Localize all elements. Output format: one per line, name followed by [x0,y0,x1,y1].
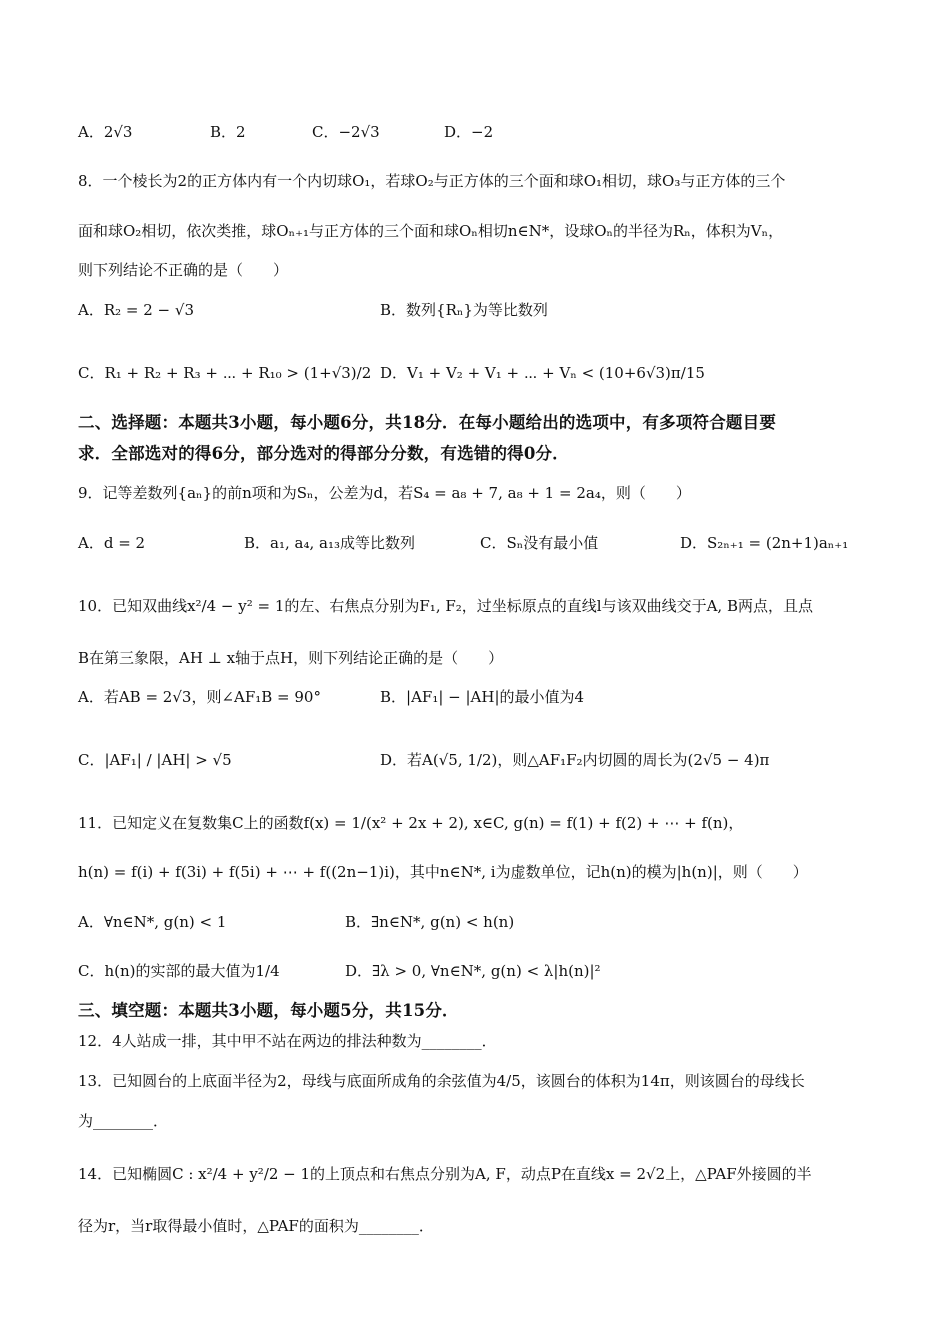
q9-stem: 9．记等差数列{aₙ}的前n项和为Sₙ，公差为d，若S₄ = a₈ + 7, a₈ + 1 = 2a₄，则（ ） [78,484,691,502]
q10-stem-line1: 10．已知双曲线x²/4 − y² = 1的左、右焦点分别为F₁, F₂，过坐标原点的直线l与该双曲线交于A, B两点，且点 [78,597,813,615]
q8-stem-line3: 则下列结论不正确的是（ ） [78,261,289,279]
q12-stem: 12．4人站成一排，其中甲不站在两边的排法种数为________． [78,1032,497,1050]
q11-option-c: C．h(n)的实部的最大值为1/4 [78,962,280,980]
q14-stem-line1: 14．已知椭圆C : x²/4 + y²/2 − 1的上顶点和右焦点分别为A, F，动点P在直线x = 2√2上，△PAF外接圆的半 [78,1165,812,1183]
q7-option-b: B．2 [210,123,246,141]
q8-stem-line2: 面和球O₂相切，依次类推，球Oₙ₊₁与正方体的三个面和球Oₙ相切n∈N*，设球Oₙ的半径为Rₙ，体积为Vₙ， [78,222,784,240]
q11-option-a: A．∀n∈N*, g(n) < 1 [78,913,227,931]
q10-stem-line2: B在第三象限，AH ⊥ x轴于点H，则下列结论正确的是（ ） [78,649,504,667]
q11-option-b: B．∃n∈N*, g(n) < h(n) [345,913,515,931]
q9-option-b: B．a₁, a₄, a₁₃成等比数列 [244,534,415,552]
q8-stem-line1: 8．一个棱长为2的正方体内有一个内切球O₁，若球O₂与正方体的三个面和球O₁相切，球O₃与正方体的三个 [78,172,786,190]
q14-stem-line2: 径为r，当r取得最小值时，△PAF的面积为________． [78,1217,434,1235]
q13-stem-line2: 为________． [78,1112,169,1130]
section2-heading-line1: 二、选择题：本题共3小题，每小题6分，共18分．在每小题给出的选项中，有多项符合题目要 [78,413,777,432]
q9-option-d: D．S₂ₙ₊₁ = (2n+1)aₙ₊₁ [680,534,849,552]
q11-stem-line1: 11．已知定义在复数集C上的函数f(x) = 1/(x² + 2x + 2), x∈C, g(n) = f(1) + f(2) + ⋯ + f(n)， [78,814,744,832]
q10-option-a: A．若AB = 2√3，则∠AF₁B = 90° [78,688,321,706]
q8-option-a: A．R₂ = 2 − √3 [78,301,194,319]
q7-option-c: C．−2√3 [312,123,380,141]
q10-option-c: C．|AF₁| / |AH| > √5 [78,751,232,769]
q11-option-d: D．∃λ > 0, ∀n∈N*, g(n) < λ|h(n)|² [345,962,601,980]
q8-option-b: B．数列{Rₙ}为等比数列 [380,301,548,319]
q11-stem-line2: h(n) = f(i) + f(3i) + f(5i) + ⋯ + f((2n−1)i)，其中n∈N*, i为虚数单位，记h(n)的模为|h(n)|，则（ ） [78,863,808,881]
q9-option-a: A．d = 2 [78,534,146,552]
q10-option-d: D．若A(√5, 1/2)，则△AF₁F₂内切圆的周长为(2√5 − 4)π [380,751,770,769]
q8-option-d: D．V₁ + V₂ + V₁ + ⋯ + Vₙ < (10+6√3)π/15 [380,364,705,382]
q8-option-c: C．R₁ + R₂ + R₃ + ⋯ + R₁₀ > (1+√3)/2 [78,364,372,382]
section2-heading-line2: 求．全部选对的得6分，部分选对的得部分分数，有选错的得0分． [78,444,569,463]
q9-option-c: C．Sₙ没有最小值 [480,534,599,552]
section3-heading: 三、填空题：本题共3小题，每小题5分，共15分． [78,1001,459,1020]
q7-option-a: A．2√3 [78,123,133,141]
q13-stem-line1: 13．已知圆台的上底面半径为2，母线与底面所成角的余弦值为4/5，该圆台的体积为14π，则该圆台的母线长 [78,1072,805,1090]
q7-option-d: D．−2 [444,123,494,141]
q10-option-b: B．|AF₁| − |AH|的最小值为4 [380,688,585,706]
